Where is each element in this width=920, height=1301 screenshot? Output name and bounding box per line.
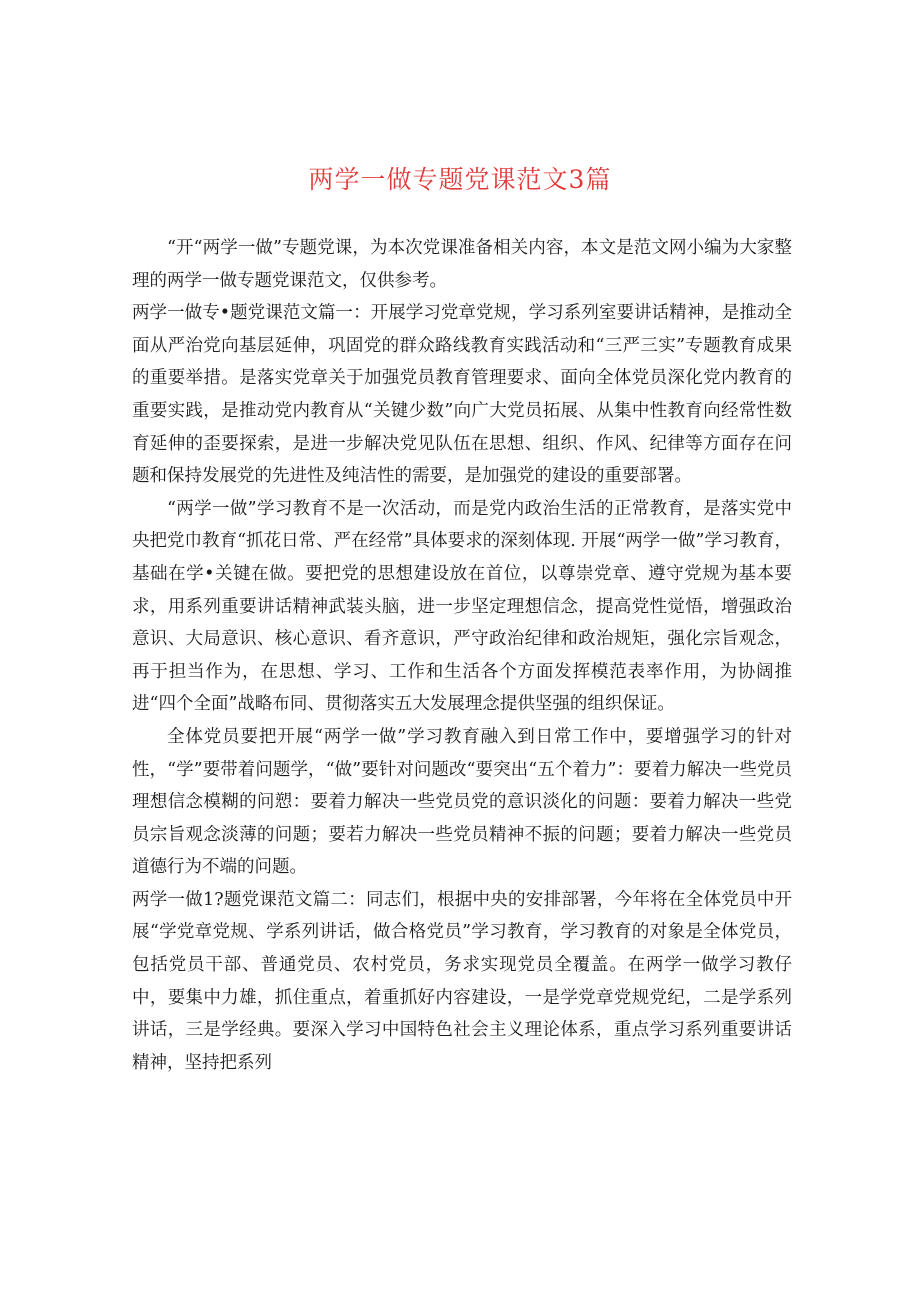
paragraph-five-focus: 全体党员要把开展“两学一做”学习教育融入到日常工作中，要增强学习的针对性，“学”要带着问题学，“做”要针对问题改“要突出“五个着力”：要着力解决一些党员理想信念模糊的问愬：要着力解决一些党员党的意识淡化的问题：要着力解决一些党员宗旨观念淡薄的问题；要若力解决一些党员精神不振的问题；要着力解决一些党员道德行为不端的问题。	[132, 726, 792, 878]
document-body	[132, 232, 792, 1079]
paragraph-part-two: 两学一做1?题党课范文篇二：同志们，根据中央的安排部署，今年将在全体党员中开展“学党章党规、学系列讲话，做合格党员”学习教育，学习教育的对象是全体党员，包括党员干部、普通党员、农村党员，务求实现党员全覆盖。在两学一做学习教仔中，要集中力雄，抓住重点，着重抓好内容建设，一是学党章党规党纪，二是学系列讲话，三是学经典。要深入学习中国特色社会主义理论体系，重点学习系列重要讲话精神，坚持把系列	[132, 889, 792, 1073]
paragraph-part-one: 两学一做专•题党课范文篇一：开展学习党章党规，学习系列室要讲话精神，是推动全面从严治党向基层延伸，巩固党的群众路线教育实践活动和“三严三实”专题教育成果的重要举措。是落实党章关于加强党员教育管理要求、面向全体党员深化党内教育的重要实践，是推动党内教育从“关键少数”向广大党员拓展、从集中性教育向经常性数育延伸的歪要探索，是进一步解决党见队伍在思想、组织、作风、纪律等方面存在问题和保持发展党的先进性及纯洁性的需要，是加强党的建设的重要部署。	[132, 303, 792, 487]
document-title: 两学一做专题党课范文3篇	[308, 165, 612, 194]
paragraph-intro: “开“两学一做”专题党课，为本次党课准备相关内容，本文是范文网小编为大家整理的两学一做专题党课范文，仅供参考。	[132, 238, 792, 291]
paragraph-two-learn-one-do: “两学一做”学习教育不是一次活动，而是党内政治生活的正常教育，是落实党中央把党巾教育“抓花日常、严在经常”具体要求的深刻体现. 开展“两学一做”学习教育，基础在学•关键在做。要把党的思想建设放在首位，以尊崇党章、遵守党规为基本要求，用系列重要讲话精神武装头脑，进一步坚定理想信念，提高党性觉悟，增强政治意识、大局意识、核心意识、看齐意识，严守政治纪律和政治规矩，强化宗旨观念，再于担当作为，在思想、学习、工作和生活各个方面发挥模范表率作用，为协阔推进“四个全面”战略布同、贯彻落实五大发展理念提供坚强的组织保证。	[132, 498, 792, 715]
